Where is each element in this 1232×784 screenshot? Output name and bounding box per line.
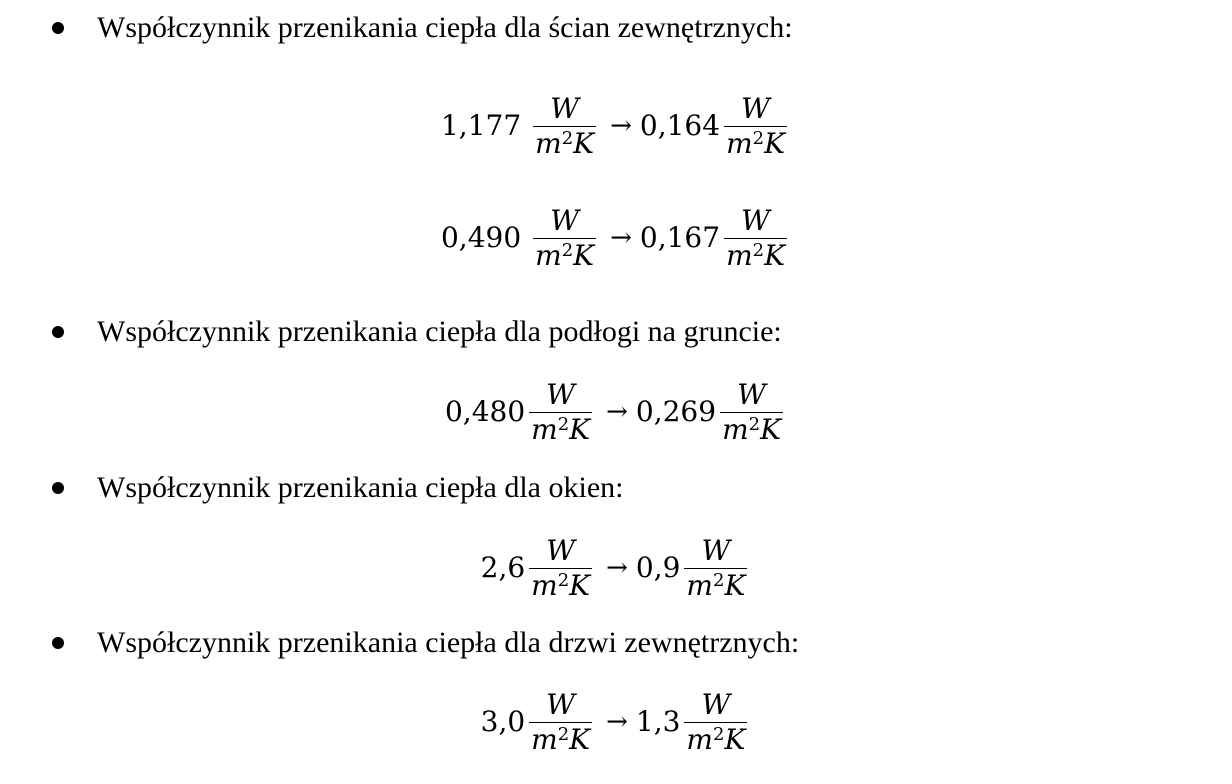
bullet-icon (52, 326, 64, 338)
formula-floor (0, 374, 1232, 450)
unit-denominator: $m^2K$ (531, 722, 591, 756)
unit-denominator: $m^2K$ (686, 568, 746, 602)
unit-fraction (529, 378, 592, 447)
formula-value-from: 0,490 (440, 221, 522, 254)
bullet-item-windows (0, 466, 1232, 510)
bullet-icon (52, 482, 64, 494)
formula-value-from: 1,177 (440, 109, 522, 142)
formula-value-to: 0,167 (639, 221, 721, 254)
formula-value-to: 0,9 (635, 551, 681, 584)
formula-value-from: 2,6 (480, 551, 526, 584)
bullet-item-walls (0, 6, 1232, 50)
unit-numerator: W (546, 377, 576, 411)
bullet-label: Współczynnik przenikania ciepła dla ścian zewnętrznych: (97, 11, 793, 44)
formula-value-to: 0,164 (639, 109, 721, 142)
unit-numerator: W (741, 203, 770, 237)
bullet-item-floor (0, 310, 1232, 354)
arrow-icon: → (610, 111, 632, 141)
arrow-icon: → (606, 553, 628, 583)
formula-windows (0, 530, 1232, 606)
unit-fraction (684, 688, 747, 757)
bullet-label: Współczynnik przenikania ciepła dla podłogi na gruncie: (97, 315, 782, 348)
unit-denominator: $m^2K$ (726, 126, 785, 160)
unit-fraction (724, 92, 787, 161)
arrow-icon: → (606, 707, 628, 737)
unit-denominator: $m^2K$ (686, 722, 746, 756)
unit-fraction (684, 534, 747, 603)
unit-numerator: W (550, 91, 580, 125)
unit-numerator: W (701, 533, 731, 567)
arrow-icon: → (610, 223, 632, 253)
formula-value-from: 0,480 (444, 395, 526, 428)
formula-walls-2 (0, 200, 1232, 276)
bullet-label: Współczynnik przenikania ciepła dla okien: (97, 471, 624, 504)
bullet-icon (52, 637, 64, 649)
unit-denominator: $m^2K$ (531, 412, 591, 446)
unit-denominator: $m^2K$ (535, 238, 595, 272)
unit-fraction (533, 92, 596, 161)
formula-walls-1 (0, 88, 1232, 164)
unit-denominator: $m^2K$ (726, 238, 785, 272)
unit-numerator: W (550, 203, 580, 237)
formula-value-from: 3,0 (480, 705, 526, 738)
unit-fraction (529, 534, 592, 603)
unit-numerator: W (741, 91, 770, 125)
unit-fraction (720, 378, 783, 447)
arrow-icon: → (606, 397, 628, 427)
unit-fraction (724, 204, 787, 273)
unit-numerator: W (546, 533, 576, 567)
unit-denominator: $m^2K$ (722, 412, 781, 446)
unit-fraction (529, 688, 592, 757)
unit-denominator: $m^2K$ (535, 126, 595, 160)
unit-numerator: W (737, 377, 766, 411)
formula-doors (0, 684, 1232, 760)
bullet-label: Współczynnik przenikania ciepła dla drzwi zewnętrznych: (97, 626, 800, 659)
unit-denominator: $m^2K$ (531, 568, 591, 602)
formula-value-to: 0,269 (635, 395, 717, 428)
unit-fraction (533, 204, 596, 273)
bullet-icon (52, 22, 64, 34)
formula-value-to: 1,3 (635, 705, 681, 738)
unit-numerator: W (701, 687, 731, 721)
bullet-item-doors (0, 621, 1232, 665)
unit-numerator: W (546, 687, 576, 721)
